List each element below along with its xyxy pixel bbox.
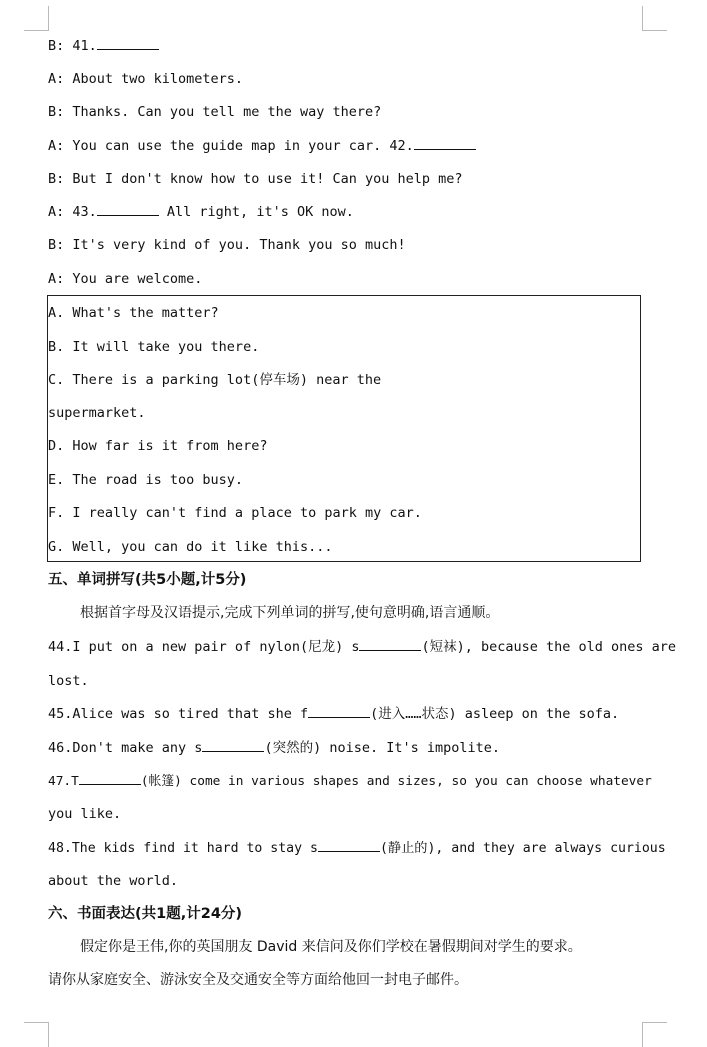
dialogue-line: A: You can use the guide map in your car. 42. <box>48 137 476 155</box>
question-47-cont: you like. <box>48 806 122 822</box>
page-corner-mark <box>24 1022 49 1047</box>
answer-blank[interactable] <box>202 739 264 752</box>
dialogue-line: A: You are welcome. <box>48 271 203 287</box>
option-item: E. The road is too busy. <box>48 472 244 488</box>
option-item: supermarket. <box>48 405 146 421</box>
page-corner-mark <box>24 6 49 31</box>
page-corner-mark <box>642 1022 667 1047</box>
option-item: A. What's the matter? <box>48 305 219 321</box>
option-item: F. I really can't find a place to park my car. <box>48 505 422 521</box>
question-44: 44.I put on a new pair of nylon(尼龙) s (短袜), because the old ones are <box>48 639 677 655</box>
section-heading: 六、书面表达(共1题,计24分) <box>48 906 243 922</box>
question-44-cont: lost. <box>48 673 89 689</box>
option-item: G. Well, you can do it like this... <box>48 539 333 555</box>
section-heading: 五、单词拼写(共5小题,计5分) <box>48 572 247 588</box>
answer-blank[interactable] <box>359 638 421 651</box>
answer-blank[interactable] <box>79 772 141 785</box>
question-48: 48.The kids find it hard to stay s (静止的), and they are always curious <box>48 841 666 856</box>
question-47: 47.T (帐篷) come in various shapes and sizes, so you can choose whatever <box>48 774 652 789</box>
section-instruction: 根据首字母及汉语提示,完成下列单词的拼写,使句意明确,语言通顺。 <box>80 605 500 621</box>
dialogue-line: B: 41. <box>48 37 159 55</box>
question-46: 46.Don't make any s (突然的) noise. It's impolite. <box>48 740 501 756</box>
answer-blank[interactable] <box>414 137 476 150</box>
dialogue-line: A: About two kilometers. <box>48 71 244 87</box>
dialogue-line: B: But I don't know how to use it! Can you help me? <box>48 171 463 187</box>
writing-prompt-line: 假定你是王伟,你的英国朋友 David 来信问及你们学校在暑假期间对学生的要求。 <box>80 939 582 955</box>
question-48-cont: about the world. <box>48 873 179 889</box>
answer-blank[interactable] <box>97 37 159 50</box>
option-item: C. There is a parking lot(停车场) near the <box>48 372 382 388</box>
dialogue-line: B: It's very kind of you. Thank you so much! <box>48 237 406 253</box>
answer-blank[interactable] <box>308 705 370 718</box>
option-item: B. It will take you there. <box>48 339 260 355</box>
answer-blank[interactable] <box>97 203 159 216</box>
dialogue-line: B: Thanks. Can you tell me the way there? <box>48 104 382 120</box>
dialogue-line: A: 43. All right, it's OK now. <box>48 204 354 220</box>
writing-prompt-line: 请你从家庭安全、游泳安全及交通安全等方面给他回一封电子邮件。 <box>48 972 468 988</box>
question-45: 45.Alice was so tired that she f (进入……状态) asleep on the sofa. <box>48 706 620 722</box>
page-corner-mark <box>642 6 667 31</box>
answer-blank[interactable] <box>318 839 380 852</box>
option-item: D. How far is it from here? <box>48 438 268 454</box>
